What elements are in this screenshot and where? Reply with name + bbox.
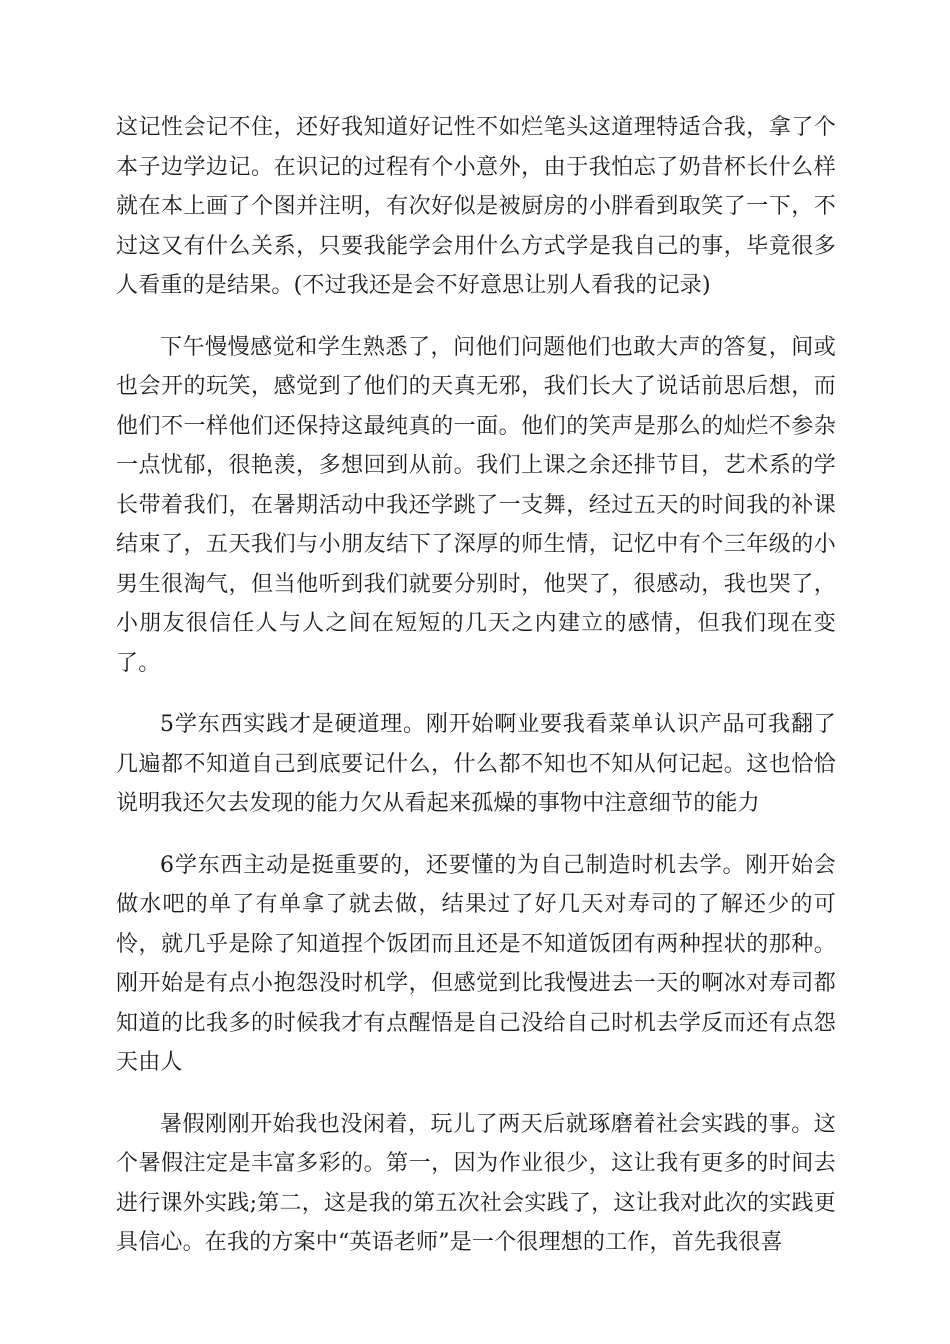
document-page — [116, 108, 836, 1285]
paragraph-point-6: 6学东西主动是挺重要的，还要懂的为自己制造时机去学。刚开始会做水吧的单了有单拿了就去做，结果过了好几天对寿司的了解还少的可怜，就几乎是除了知道捏个饭团而且还是不知道饭团有两种捏状的那种。刚开始是有点小抱怨没时机学，但感觉到比我慢进去一天的啊冰对寿司都知道的比我多的时候我才有点醒悟是自己没给自己时机去学反而还有点怨天由人 — [116, 852, 836, 1075]
paragraph-point-5: 5学东西实践才是硬道理。刚开始啊业要我看菜单认识产品可我翻了几遍都不知道自己到底要记什么，什么都不知也不知从何记起。这也恰恰说明我还欠去发现的能力欠从看起来孤燥的事物中注意细节的能力 — [116, 712, 836, 816]
paragraph-students: 下午慢慢感觉和学生熟悉了，问他们问题他们也敢大声的答复，间或也会开的玩笑，感觉到了他们的天真无邪，我们长大了说话前思后想，而他们不一样他们还保持这最纯真的一面。他们的笑声是那么的灿烂不参杂一点忧郁，很艳羡，多想回到从前。我们上课之余还排节目，艺术系的学长带着我们，在暑期活动中我还学跳了一支舞，经过五天的时间我的补课结束了，五天我们与小朋友结下了深厚的师生情，记忆中有个三年级的小男生很淘气，但当他听到我们就要分别时，他哭了，很感动，我也哭了，小朋友很信任人与人之间在短短的几天之内建立的感情，但我们现在变了。 — [116, 334, 836, 676]
paragraph-summer: 暑假刚刚开始我也没闲着，玩儿了两天后就琢磨着社会实践的事。这个暑假注定是丰富多彩的。第一，因为作业很少，这让我有更多的时间去进行课外实践;第二，这是我的第五次社会实践了，这让我对此次的实践更具信心。在我的方案中“英语老师”是一个很理想的工作，首先我很喜 — [116, 1111, 836, 1255]
paragraph-notebook: 这记性会记不住，还好我知道好记性不如烂笔头这道理特适合我，拿了个本子边学边记。在识记的过程有个小意外，由于我怕忘了奶昔杯长什么样就在本上画了个图并注明，有次好似是被厨房的小胖看到取笑了一下，不过这又有什么关系，只要我能学会用什么方式学是我自己的事，毕竟很多人看重的是结果。(不过我还是会不好意思让别人看我的记录) — [116, 115, 836, 298]
